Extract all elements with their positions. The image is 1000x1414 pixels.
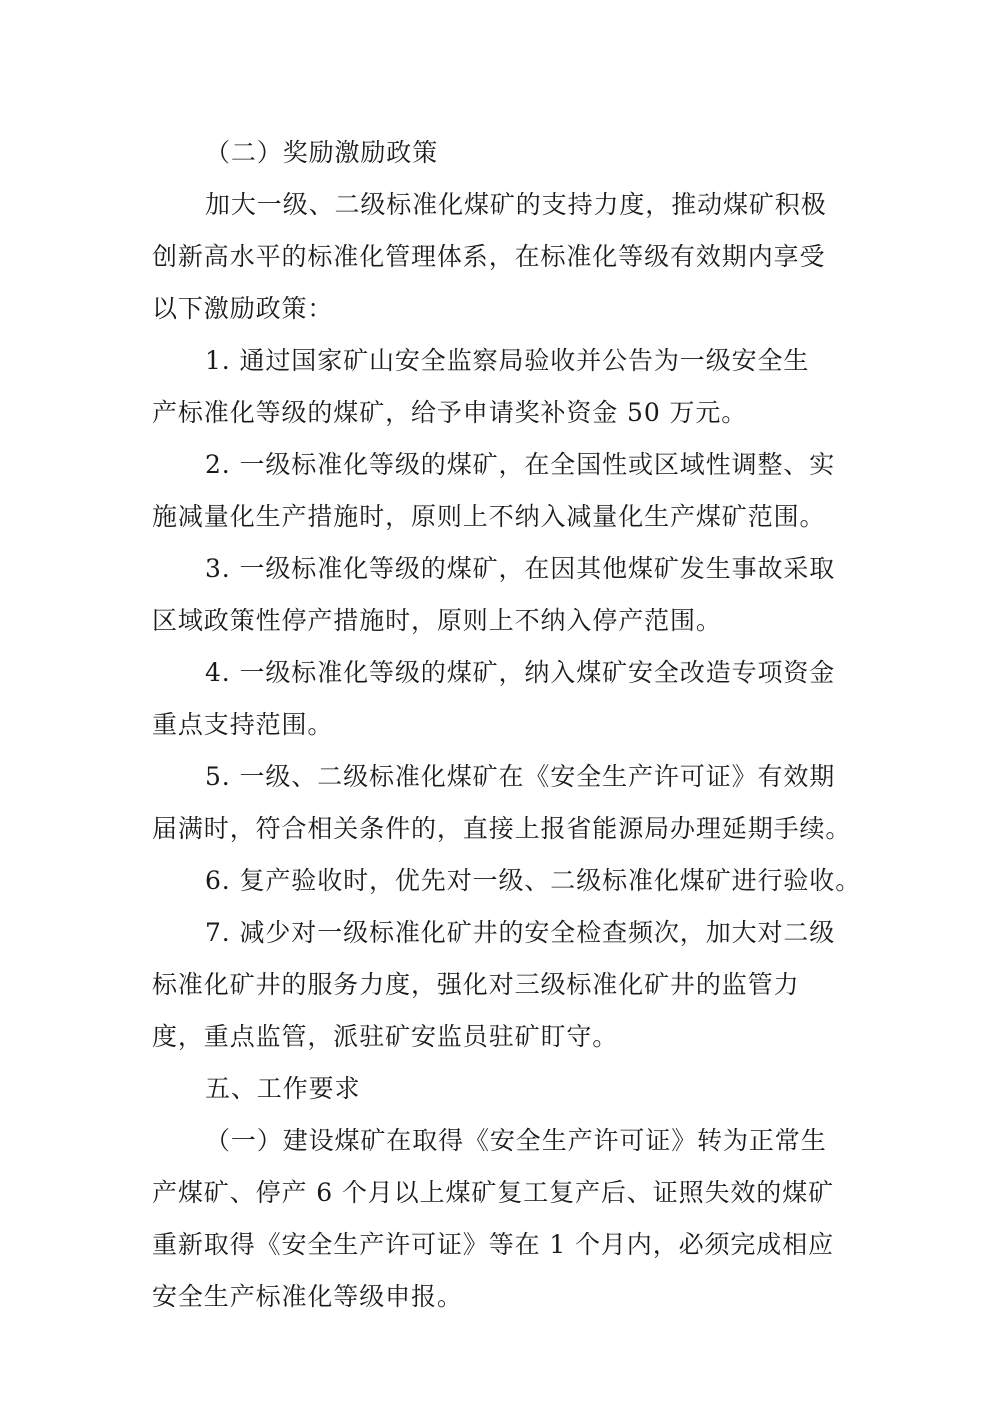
section-heading: 五、工作要求: [205, 1074, 361, 1103]
paragraph-line: 加大一级、二级标准化煤矿的支持力度，推动煤矿积极: [205, 190, 827, 219]
list-item-line: 届满时，符合相关条件的，直接上报省能源局办理延期手续。: [152, 814, 852, 843]
list-item-line: 产标准化等级的煤矿，给予申请奖补资金 50 万元。: [152, 398, 748, 427]
list-item-line: 度，重点监管，派驻矿安监员驻矿盯守。: [152, 1022, 619, 1051]
list-item-line: 4. 一级标准化等级的煤矿，纳入煤矿安全改造专项资金: [205, 658, 836, 687]
list-item-line: 重点支持范围。: [152, 710, 334, 739]
paragraph-line: 产煤矿、停产 6 个月以上煤矿复工复产后、证照失效的煤矿: [152, 1178, 835, 1207]
list-item-line: 6. 复产验收时，优先对一级、二级标准化煤矿进行验收。: [205, 866, 862, 895]
list-item-line: 7. 减少对一级标准化矿井的安全检查频次，加大对二级: [205, 918, 836, 947]
list-item-line: 2. 一级标准化等级的煤矿，在全国性或区域性调整、实: [205, 450, 836, 479]
list-item-line: 3. 一级标准化等级的煤矿，在因其他煤矿发生事故采取: [205, 554, 836, 583]
list-item-line: 标准化矿井的服务力度，强化对三级标准化矿井的监管力: [152, 970, 800, 999]
paragraph-line: 以下激励政策：: [152, 294, 334, 323]
list-item-line: 1. 通过国家矿山安全监察局验收并公告为一级安全生: [205, 346, 810, 375]
list-item-line: 区域政策性停产措施时，原则上不纳入停产范围。: [152, 606, 722, 635]
paragraph-line: 创新高水平的标准化管理体系，在标准化等级有效期内享受: [152, 242, 826, 271]
paragraph-line: 安全生产标准化等级申报。: [152, 1282, 463, 1311]
list-item-line: 5. 一级、二级标准化煤矿在《安全生产许可证》有效期: [205, 762, 836, 791]
paragraph-line: （一）建设煤矿在取得《安全生产许可证》转为正常生: [205, 1126, 827, 1155]
section-heading: （二）奖励激励政策: [205, 138, 439, 167]
list-item-line: 施减量化生产措施时，原则上不纳入减量化生产煤矿范围。: [152, 502, 826, 531]
paragraph-line: 重新取得《安全生产许可证》等在 1 个月内，必须完成相应: [152, 1230, 835, 1259]
